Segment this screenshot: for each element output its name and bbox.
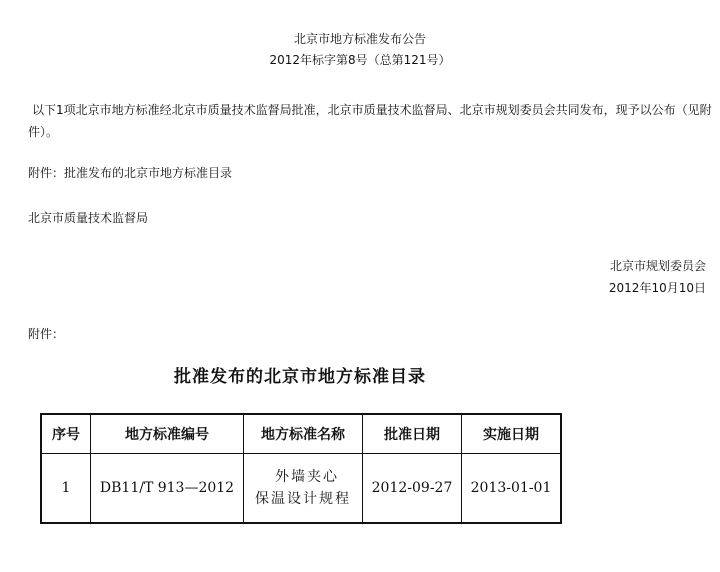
cell-serial-no: 1 xyxy=(41,454,91,524)
issue-date: 2012年10月10日 xyxy=(608,281,706,295)
notice-number: 2012年标字第8号（总第121号） xyxy=(269,53,451,67)
header-approval-date: 批准日期 xyxy=(363,414,462,454)
cell-standard-name: 外墙夹心保温设计规程 xyxy=(255,469,351,507)
header-standard-code: 地方标准编号 xyxy=(91,414,244,454)
issuer-bureau: 北京市质量技术监督局 xyxy=(28,211,149,225)
cell-standard-code: DB11/T 913—2012 xyxy=(91,454,244,524)
header-implementation-date: 实施日期 xyxy=(462,414,562,454)
attachment-label: 附件： xyxy=(28,327,65,341)
issuer-commission: 北京市规划委员会 xyxy=(609,259,706,273)
cell-approval-date: 2012-09-27 xyxy=(363,454,462,524)
header-standard-name: 地方标准名称 xyxy=(244,414,363,454)
table-row xyxy=(41,454,561,524)
body-paragraph: 以下1项北京市地方标准经北京市质量技术监督局批准，北京市质量技术监督局、北京市规划委员会共同发布，现予以公布（见附件）。 xyxy=(28,103,712,139)
table-header-row xyxy=(41,414,561,454)
header-serial-no: 序号 xyxy=(41,414,91,454)
cell-implementation-date: 2013-01-01 xyxy=(462,454,562,524)
cell-standard-name-wrapper xyxy=(244,454,363,524)
notice-title: 北京市地方标准发布公告 xyxy=(293,32,426,46)
standards-table xyxy=(40,413,562,524)
standards-list-title: 批准发布的北京市地方标准目录 xyxy=(174,367,426,387)
attachment-reference: 附件：批准发布的北京市地方标准目录 xyxy=(28,166,233,180)
